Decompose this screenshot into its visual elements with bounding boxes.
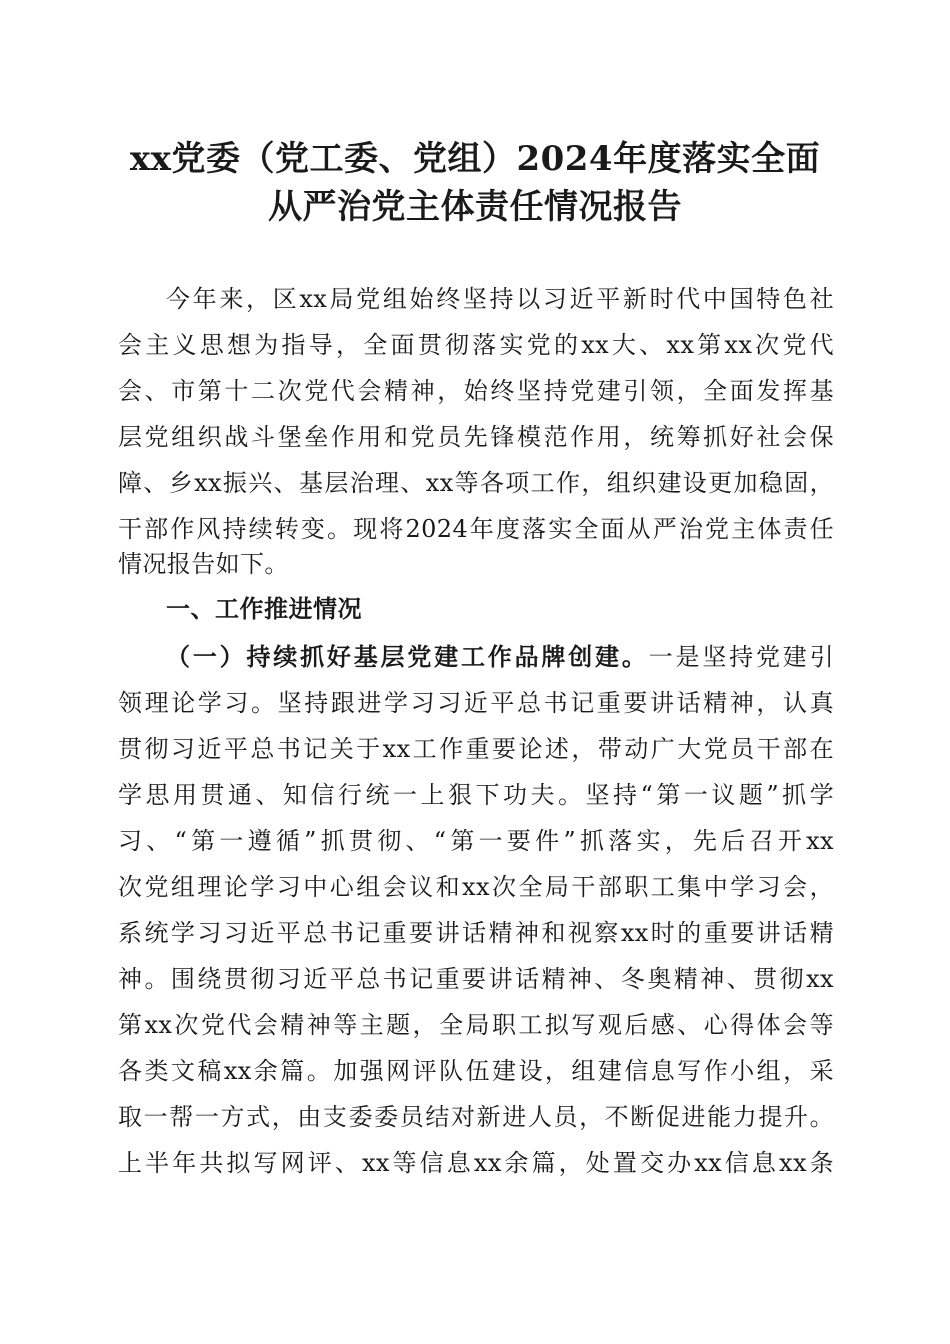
section-heading: 一、工作推进情况 — [166, 595, 362, 623]
paragraph-line: 系统学习习近平总书记重要讲话精神和视察xx时的重要讲话精 — [118, 919, 834, 947]
paragraph-line: 学思用贯通、知信行统一上狠下功夫。坚持“第一议题”抓学 — [118, 781, 834, 809]
intro-line: 会、市第十二次党代会精神，始终坚持党建引领，全面发挥基 — [118, 377, 834, 405]
document-title-line-2: 从严治党主体责任情况报告 — [268, 187, 682, 227]
intro-line: 今年来，区xx局党组始终坚持以习近平新时代中国特色社 — [166, 285, 834, 313]
paragraph-line: 取一帮一方式，由支委委员结对新进人员，不断促进能力提升。 — [118, 1103, 834, 1131]
intro-line: 层党组织战斗堡垒作用和党员先锋模范作用，统筹抓好社会保 — [118, 423, 834, 451]
paragraph-line: 习、“第一遵循”抓贯彻、“第一要件”抓落实，先后召开xx — [118, 827, 834, 855]
paragraph-line: 各类文稿xx余篇。加强网评队伍建设，组建信息写作小组，采 — [118, 1057, 834, 1085]
paragraph-line: 领理论学习。坚持跟进学习习近平总书记重要讲话精神，认真 — [118, 689, 834, 717]
paragraph-line: 神。围绕贯彻习近平总书记重要讲话精神、冬奥精神、贯彻xx — [118, 965, 834, 993]
paragraph-line: 贯彻习近平总书记关于xx工作重要论述，带动广大党员干部在 — [118, 735, 834, 763]
subsection-heading: （一）持续抓好基层党建工作品牌创建。 — [166, 642, 649, 671]
intro-line: 情况报告如下。 — [118, 550, 289, 578]
intro-line: 会主义思想为指导，全面贯彻落实党的xx大、xx第xx次党代 — [118, 331, 834, 359]
paragraph-line: 第xx次党代会精神等主题，全局职工拟写观后感、心得体会等 — [118, 1011, 834, 1039]
intro-line: 障、乡xx振兴、基层治理、xx等各项工作，组织建设更加稳固， — [118, 469, 834, 497]
paragraph-line: 上半年共拟写网评、xx等信息xx余篇，处置交办xx信息xx条 — [118, 1149, 834, 1177]
intro-line: 干部作风持续转变。现将2024年度落实全面从严治党主体责任 — [118, 515, 834, 543]
paragraph-line: 次党组理论学习中心组会议和xx次全局干部职工集中学习会， — [118, 873, 834, 901]
subsection-first-line — [166, 634, 834, 680]
document-title-line-1: xx党委（党工委、党组）2024年度落实全面 — [129, 139, 821, 179]
subsection-first-line-text: 一是坚持党建引 — [648, 643, 834, 671]
